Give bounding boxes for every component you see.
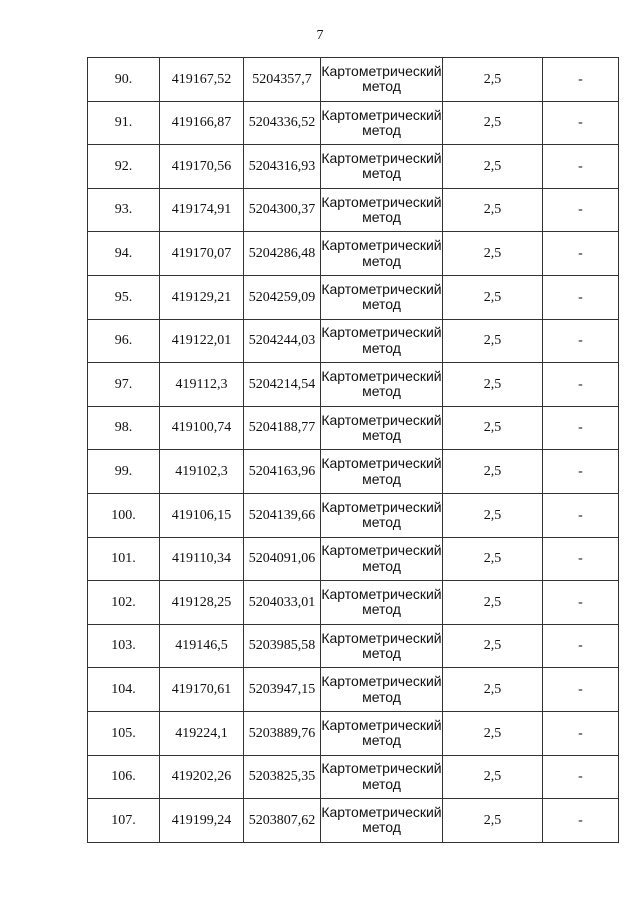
y-coordinate-cell: 5204091,06: [244, 537, 321, 581]
table-row: [88, 275, 619, 319]
y-coordinate-cell: 5204336,52: [244, 101, 321, 145]
method-line-2: метод: [362, 165, 401, 182]
note-cell: -: [543, 493, 619, 537]
method-cell: [321, 319, 443, 363]
table-row: [88, 406, 619, 450]
table-row: [88, 450, 619, 494]
method-line-1: Картометрический: [321, 62, 442, 79]
y-coordinate-cell: 5204259,09: [244, 275, 321, 319]
point-number-cell: 96.: [88, 319, 160, 363]
x-coordinate-cell: 419106,15: [160, 493, 244, 537]
method-cell: [321, 232, 443, 276]
note-cell: -: [543, 406, 619, 450]
accuracy-cell: 2,5: [443, 406, 543, 450]
method-line-2: метод: [362, 732, 401, 749]
method-cell: [321, 493, 443, 537]
method-line-2: метод: [362, 427, 401, 444]
y-coordinate-cell: 5203825,35: [244, 755, 321, 799]
table-row: [88, 145, 619, 189]
note-cell: -: [543, 363, 619, 407]
method-line-1: Картометрический: [321, 804, 442, 820]
table-row: [88, 537, 619, 581]
method-line-1: Картометрический: [321, 498, 442, 515]
method-cell: [321, 363, 443, 407]
method-line-1: Картометрический: [321, 237, 442, 254]
accuracy-cell: 2,5: [443, 450, 543, 494]
y-coordinate-cell: 5204188,77: [244, 406, 321, 450]
method-line-2: метод: [362, 78, 401, 95]
accuracy-cell: 2,5: [443, 711, 543, 755]
method-line-2: метод: [362, 775, 401, 792]
note-cell: -: [543, 537, 619, 581]
point-number-cell: 105.: [88, 711, 160, 755]
method-line-2: метод: [362, 121, 401, 138]
method-line-2: метод: [362, 296, 401, 313]
note-cell: -: [543, 799, 619, 843]
point-number-cell: 90.: [88, 58, 160, 102]
method-cell: [321, 406, 443, 450]
x-coordinate-cell: 419224,1: [160, 711, 244, 755]
method-line-1: Картометрический: [321, 716, 442, 733]
method-line-2: метод: [362, 514, 401, 531]
point-number-cell: 99.: [88, 450, 160, 494]
method-line-1: Картометрический: [321, 673, 442, 690]
method-line-1: Картометрический: [321, 542, 442, 559]
point-number-cell: 94.: [88, 232, 160, 276]
note-cell: -: [543, 188, 619, 232]
x-coordinate-cell: 419128,25: [160, 581, 244, 625]
note-cell: -: [543, 581, 619, 625]
method-cell: [321, 58, 443, 102]
method-cell: [321, 537, 443, 581]
point-number-cell: 95.: [88, 275, 160, 319]
point-number-cell: 101.: [88, 537, 160, 581]
method-line-2: метод: [362, 209, 401, 226]
accuracy-cell: 2,5: [443, 232, 543, 276]
point-number-cell: 100.: [88, 493, 160, 537]
note-cell: -: [543, 145, 619, 189]
accuracy-cell: 2,5: [443, 101, 543, 145]
point-number-cell: 98.: [88, 406, 160, 450]
table-row: [88, 668, 619, 712]
accuracy-cell: 2,5: [443, 624, 543, 668]
table-row: [88, 58, 619, 102]
x-coordinate-cell: 419166,87: [160, 101, 244, 145]
method-cell: [321, 101, 443, 145]
accuracy-cell: 2,5: [443, 319, 543, 363]
method-line-1: Картометрический: [321, 411, 442, 428]
y-coordinate-cell: 5204357,7: [244, 58, 321, 102]
note-cell: -: [543, 232, 619, 276]
x-coordinate-cell: 419199,24: [160, 799, 244, 843]
method-line-2: метод: [362, 645, 401, 662]
y-coordinate-cell: 5204163,96: [244, 450, 321, 494]
x-coordinate-cell: 419174,91: [160, 188, 244, 232]
method-line-1: Картометрический: [321, 150, 442, 167]
x-coordinate-cell: 419146,5: [160, 624, 244, 668]
method-line-2: метод: [362, 339, 401, 356]
accuracy-cell: 2,5: [443, 668, 543, 712]
note-cell: -: [543, 319, 619, 363]
method-line-2: метод: [362, 688, 401, 705]
method-cell: [321, 668, 443, 712]
note-cell: -: [543, 58, 619, 102]
x-coordinate-cell: 419170,61: [160, 668, 244, 712]
x-coordinate-cell: 419129,21: [160, 275, 244, 319]
method-line-1: Картометрический: [321, 455, 442, 472]
y-coordinate-cell: 5204286,48: [244, 232, 321, 276]
method-line-1: Картометрический: [321, 368, 442, 385]
method-line-1: Картометрический: [321, 193, 442, 210]
point-number-cell: 91.: [88, 101, 160, 145]
point-number-cell: 97.: [88, 363, 160, 407]
point-number-cell: 93.: [88, 188, 160, 232]
x-coordinate-cell: 419170,56: [160, 145, 244, 189]
y-coordinate-cell: 5204300,37: [244, 188, 321, 232]
y-coordinate-cell: 5203985,58: [244, 624, 321, 668]
table-row: [88, 581, 619, 625]
method-line-1: Картометрический: [321, 629, 442, 646]
y-coordinate-cell: 5203947,15: [244, 668, 321, 712]
x-coordinate-cell: 419170,07: [160, 232, 244, 276]
point-number-cell: 107.: [88, 799, 160, 843]
method-line-2: метод: [362, 470, 401, 487]
note-cell: -: [543, 668, 619, 712]
method-line-1: Картометрический: [321, 106, 442, 123]
x-coordinate-cell: 419167,52: [160, 58, 244, 102]
x-coordinate-cell: 419202,26: [160, 755, 244, 799]
method-line-2: метод: [362, 601, 401, 618]
x-coordinate-cell: 419112,3: [160, 363, 244, 407]
y-coordinate-cell: 5204139,66: [244, 493, 321, 537]
accuracy-cell: 2,5: [443, 275, 543, 319]
y-coordinate-cell: 5204316,93: [244, 145, 321, 189]
y-coordinate-cell: 5203889,76: [244, 711, 321, 755]
accuracy-cell: 2,5: [443, 145, 543, 189]
method-line-2: метод: [362, 819, 401, 836]
note-cell: -: [543, 755, 619, 799]
method-cell: [321, 188, 443, 232]
point-number-cell: 102.: [88, 581, 160, 625]
point-number-cell: 92.: [88, 145, 160, 189]
note-cell: -: [543, 624, 619, 668]
accuracy-cell: 2,5: [443, 537, 543, 581]
accuracy-cell: 2,5: [443, 755, 543, 799]
method-line-1: Картометрический: [321, 280, 442, 297]
table-row: [88, 101, 619, 145]
method-line-2: метод: [362, 557, 401, 574]
method-cell: [321, 711, 443, 755]
y-coordinate-cell: 5204214,54: [244, 363, 321, 407]
table-row: [88, 319, 619, 363]
accuracy-cell: 2,5: [443, 493, 543, 537]
accuracy-cell: 2,5: [443, 799, 543, 843]
method-line-1: Картометрический: [321, 760, 442, 777]
method-cell: [321, 755, 443, 799]
table-row: [88, 711, 619, 755]
x-coordinate-cell: 419100,74: [160, 406, 244, 450]
accuracy-cell: 2,5: [443, 581, 543, 625]
method-line-2: метод: [362, 383, 401, 400]
point-number-cell: 104.: [88, 668, 160, 712]
y-coordinate-cell: 5203807,62: [244, 799, 321, 843]
method-line-1: Картометрический: [321, 324, 442, 341]
accuracy-cell: 2,5: [443, 363, 543, 407]
method-line-2: метод: [362, 252, 401, 269]
table-row: [88, 188, 619, 232]
x-coordinate-cell: 419102,3: [160, 450, 244, 494]
page-number: 7: [316, 28, 324, 43]
note-cell: -: [543, 711, 619, 755]
x-coordinate-cell: 419122,01: [160, 319, 244, 363]
table-row: [88, 232, 619, 276]
table-row: [88, 493, 619, 537]
point-number-cell: 106.: [88, 755, 160, 799]
note-cell: -: [543, 450, 619, 494]
x-coordinate-cell: 419110,34: [160, 537, 244, 581]
table-row: [88, 624, 619, 668]
y-coordinate-cell: 5204244,03: [244, 319, 321, 363]
method-cell: [321, 275, 443, 319]
method-cell: [321, 145, 443, 189]
coordinates-table: [87, 57, 619, 843]
table-row: [88, 755, 619, 799]
accuracy-cell: 2,5: [443, 188, 543, 232]
table-row: [88, 363, 619, 407]
coordinates-table-body: [88, 58, 619, 843]
method-cell: [321, 799, 443, 843]
y-coordinate-cell: 5204033,01: [244, 581, 321, 625]
method-cell: [321, 581, 443, 625]
accuracy-cell: 2,5: [443, 58, 543, 102]
point-number-cell: 103.: [88, 624, 160, 668]
note-cell: -: [543, 101, 619, 145]
note-cell: -: [543, 275, 619, 319]
method-cell: [321, 624, 443, 668]
method-line-1: Картометрический: [321, 586, 442, 603]
method-cell: [321, 450, 443, 494]
table-row: [88, 799, 619, 843]
